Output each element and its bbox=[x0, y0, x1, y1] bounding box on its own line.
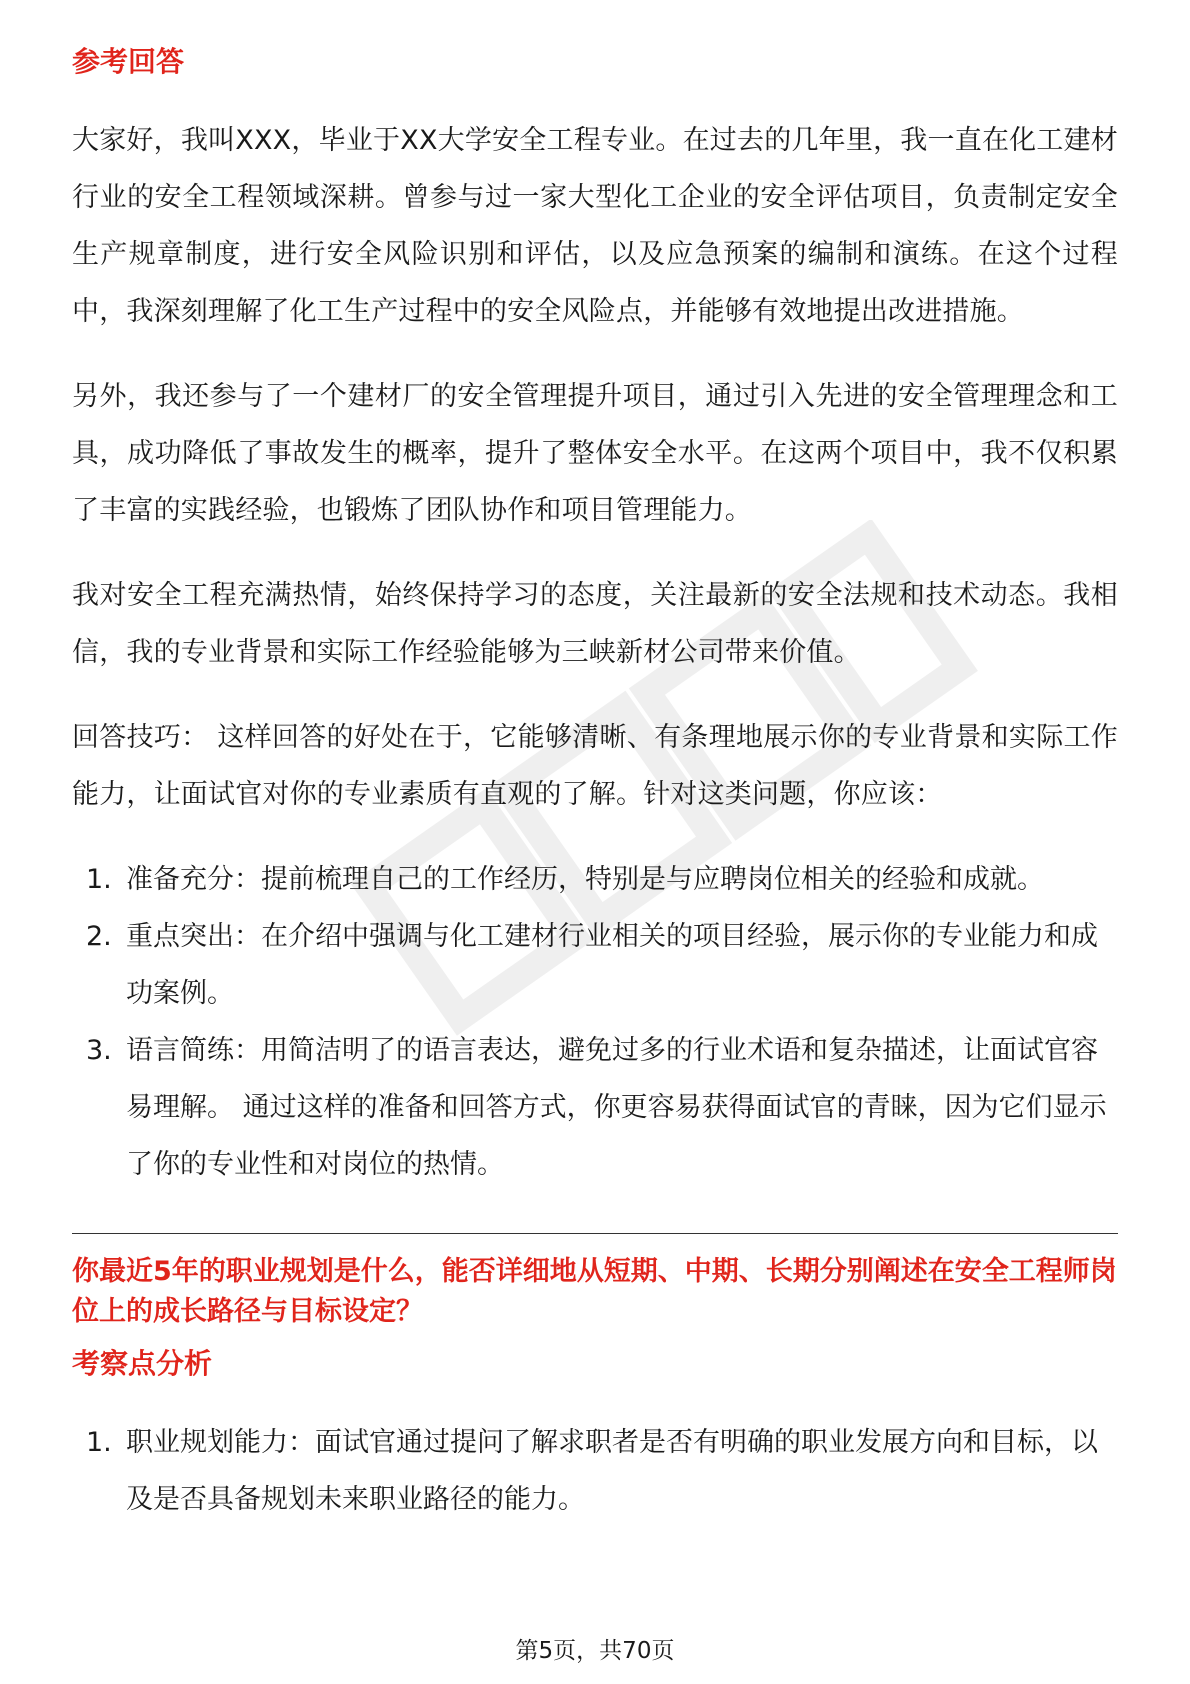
list-item-number: 1. bbox=[86, 1427, 112, 1458]
interview-question: 你最近5年的职业规划是什么，能否详细地从短期、中期、长期分别阐述在安全工程师岗位上的成长路径与目标设定？ bbox=[72, 1256, 1117, 1327]
answer-paragraph: 大家好，我叫XXX，毕业于XX大学安全工程专业。在过去的几年里，我一直在化工建材行业的安全工程领域深耕。曾参与过一家大型化工企业的安全评估项目，负责制定安全生产规章制度，进行安全风险识别和评估，以及应急预案的编制和演练。在这个过程中，我深刻理解了化工生产过程中的安全风险点，并能够有效地提出改进措施。 bbox=[72, 125, 1118, 327]
list-item-text: 职业规划能力：面试官通过提问了解求职者是否有明确的职业发展方向和目标，以及是否具备规划未来职业路径的能力。 bbox=[126, 1427, 1098, 1515]
list-item-text: 准备充分：提前梳理自己的工作经历，特别是与应聘岗位相关的经验和成就。 bbox=[126, 864, 1044, 895]
list-item bbox=[72, 1022, 1118, 1193]
reference-answer-heading: 参考回答 bbox=[72, 45, 185, 78]
list-item-number: 2. bbox=[86, 921, 112, 952]
page-content bbox=[72, 40, 1118, 1528]
list-item bbox=[72, 908, 1118, 1022]
answer-tips-intro: 回答技巧： 这样回答的好处在于，它能够清晰、有条理地展示你的专业背景和实际工作能力，让面试官对你的专业素质有直观的了解。针对这类问题，你应该： bbox=[72, 722, 1118, 810]
list-item-number: 1. bbox=[86, 864, 112, 895]
list-item bbox=[72, 851, 1118, 908]
answer-tips-list bbox=[72, 851, 1118, 1193]
section-divider bbox=[72, 1233, 1118, 1234]
analysis-points-list bbox=[72, 1414, 1118, 1528]
list-item-text: 重点突出：在介绍中强调与化工建材行业相关的项目经验，展示你的专业能力和成功案例。 bbox=[126, 921, 1098, 1009]
answer-paragraph: 我对安全工程充满热情，始终保持学习的态度，关注最新的安全法规和技术动态。我相信，我的专业背景和实际工作经验能够为三峡新材公司带来价值。 bbox=[72, 580, 1118, 668]
list-item bbox=[72, 1414, 1118, 1528]
page-number: 第5页，共70页 bbox=[515, 1638, 675, 1664]
analysis-heading: 考察点分析 bbox=[72, 1347, 213, 1380]
answer-paragraph: 另外，我还参与了一个建材厂的安全管理提升项目，通过引入先进的安全管理理念和工具，成功降低了事故发生的概率，提升了整体安全水平。在这两个项目中，我不仅积累了丰富的实践经验，也锻炼了团队协作和项目管理能力。 bbox=[72, 381, 1118, 526]
list-item-text: 语言简练：用简洁明了的语言表达，避免过多的行业术语和复杂描述，让面试官容易理解。 通过这样的准备和回答方式，你更容易获得面试官的青睐，因为它们显示了你的专业性和对岗位的热情。 bbox=[126, 1035, 1107, 1180]
list-item-number: 3. bbox=[86, 1035, 112, 1066]
